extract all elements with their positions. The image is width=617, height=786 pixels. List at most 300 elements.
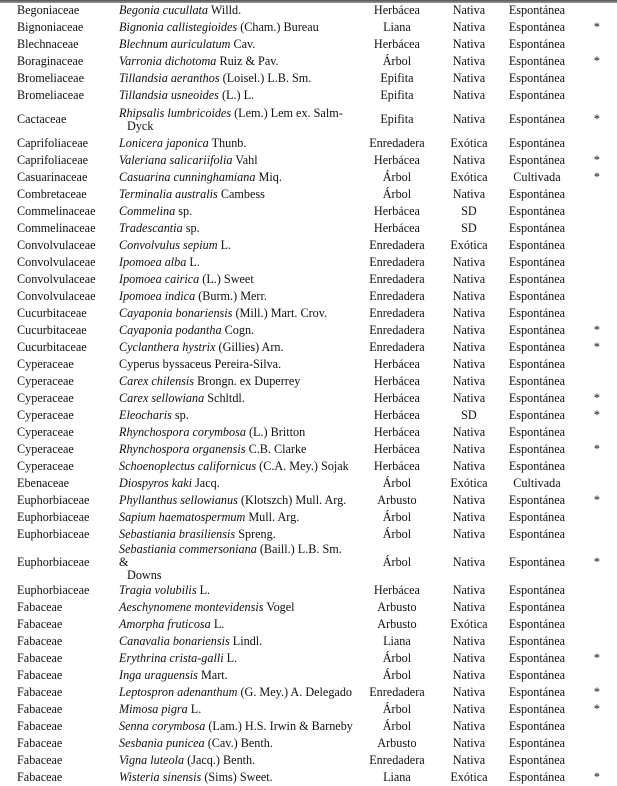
species-author: L. [189,255,200,269]
table-row [0,599,617,616]
family-cell: Caprifoliaceae [17,153,89,167]
table-row [0,441,617,458]
species-cell [119,441,353,458]
species-binomial: Sebastiania commersoniana [119,542,257,556]
habit-cell: Enredadera [369,685,425,699]
origin-cell: Nativa [452,442,486,456]
habit-cell: Enredadera [369,238,425,252]
mark-cell [577,526,617,543]
family-cell: Boraginaceae [17,54,84,68]
family-cell: Fabaceae [17,753,63,767]
species-table [0,2,617,786]
origin-cell: Nativa [452,634,486,648]
table-row [0,667,617,684]
table-row [0,458,617,475]
species-cell [119,407,353,424]
mark-cell [577,237,617,254]
mark-cell: * [593,323,601,337]
habit-cell: Herbácea [373,459,420,473]
status-cell: Espontánea [508,583,566,597]
table-row [0,424,617,441]
family-cell: Convolvulaceae [17,238,96,252]
origin-cell: Nativa [452,702,486,716]
status-cell: Espontánea [508,71,566,85]
mark-cell: * [593,112,601,126]
origin-cell: Exótica [450,238,488,252]
family-cell: Fabaceae [17,617,63,631]
origin-cell: Nativa [452,685,486,699]
mark-cell [577,475,617,492]
species-author: Mart. [200,668,228,682]
species-author-continued: Dyck [127,118,154,133]
family-cell: Convolvulaceae [17,255,96,269]
table-row [0,390,617,407]
species-binomial: Varronia dichotoma [119,54,217,68]
habit-cell: Enredadera [369,753,425,767]
family-cell: Cyperaceae [17,425,74,439]
origin-cell: Nativa [452,272,486,286]
species-author: (C.A. Mey.) Sojak [259,459,349,473]
species-author: (Mill.) Mart. Crov. [235,306,328,320]
species-binomial: Erythrina crista-galli [119,651,224,665]
family-cell: Cyperaceae [17,408,74,422]
origin-cell: Nativa [452,54,486,68]
species-author: L. [190,702,202,716]
mark-cell [577,616,617,633]
species-author: (L.) L. [221,88,255,102]
species-cell [119,135,353,152]
species-binomial: Casuarina cunninghamiana [119,170,256,184]
table-row [0,186,617,203]
table-row [0,650,617,667]
mark-cell [577,373,617,390]
species-cell [119,186,353,203]
species-author: Spreng. [238,527,276,541]
species-cell [119,220,353,237]
habit-cell: Enredadera [369,340,425,354]
habit-cell: Herbácea [373,391,420,405]
species-binomial: Eleocharis [119,408,172,422]
status-cell: Espontánea [508,753,566,767]
species-binomial: Vigna luteola [119,753,185,767]
origin-cell: Nativa [452,391,486,405]
status-cell: Espontánea [508,651,566,665]
species-binomial: Mimosa pigra [119,702,188,716]
species-binomial: Senna corymbosa [119,719,206,733]
family-cell: Caprifoliaceae [17,136,89,150]
species-author-continued: Downs [127,568,162,582]
habit-cell: Árbol [382,555,412,569]
family-cell: Cucurbitaceae [17,340,87,354]
species-cell [119,70,353,87]
species-cell [119,701,353,718]
mark-cell: * [593,153,601,167]
mark-cell [577,186,617,203]
habit-cell: Árbol [382,651,412,665]
species-cell [119,667,353,684]
species-author: Willd. [210,3,242,17]
mark-cell: * [593,391,601,405]
species-cell [119,104,353,135]
table-row [0,104,617,135]
habit-cell: Arbusto [377,600,417,614]
species-binomial: Schoenoplectus californicus [119,459,257,473]
origin-cell: Nativa [452,753,486,767]
origin-cell: Nativa [452,493,486,507]
species-binomial: Convolvulus sepium [119,238,218,252]
species-cell [119,53,353,70]
species-cell [119,373,353,390]
origin-cell: Nativa [452,153,486,167]
table-row [0,684,617,701]
mark-cell [577,135,617,152]
species-binomial: Tillandsia usneoides [119,88,219,102]
table-row [0,322,617,339]
habit-cell: Epifita [380,88,414,102]
species-binomial: Carex sellowiana [119,391,205,405]
species-cell [119,424,353,441]
origin-cell: Exótica [450,136,488,150]
family-cell: Bromeliaceae [17,71,84,85]
species-author: Mull. Arg. [248,510,300,524]
species-binomial: Ipomoea indica [119,289,196,303]
species-cell [119,19,353,36]
species-binomial: Leptospron adenanthum [119,685,238,699]
species-cell [119,492,353,509]
species-binomial: Lonicera japonica [119,136,209,150]
table-row [0,356,617,373]
status-cell: Espontánea [508,289,566,303]
table-row [0,475,617,492]
family-cell: Fabaceae [17,634,63,648]
species-binomial: Valeriana salicariifolia [119,153,233,167]
species-author: Cyperus byssaceus Pereira-Silva. [119,357,282,371]
species-author: (Loisel.) L.B. Sm. [222,71,312,85]
species-cell [119,152,353,169]
habit-cell: Herbácea [373,204,420,218]
species-cell [119,322,353,339]
species-binomial: Begonia cucullata [119,3,209,17]
species-author: (Gillies) Arn. [218,340,284,354]
mark-cell: * [593,555,601,569]
habit-cell: Liana [383,20,411,34]
status-cell: Espontánea [508,272,566,286]
species-author: Cogn. [224,323,255,337]
species-author: Cav. [233,37,256,51]
species-cell [119,752,353,769]
mark-cell [577,254,617,271]
origin-cell: SD [461,408,477,422]
species-binomial: Blechnum auriculatum [119,37,231,51]
table-row [0,2,617,19]
origin-cell: Nativa [452,112,486,126]
habit-cell: Herbácea [373,3,420,17]
table-row [0,509,617,526]
status-cell: Espontánea [508,221,566,235]
mark-cell: * [593,20,601,34]
mark-cell: * [593,685,601,699]
mark-cell [577,633,617,650]
habit-cell: Enredadera [369,136,425,150]
table-row [0,237,617,254]
species-binomial: Wisteria sinensis [119,770,202,784]
status-cell: Espontánea [508,442,566,456]
habit-cell: Arbusto [377,736,417,750]
status-cell: Espontánea [508,617,566,631]
mark-cell [577,36,617,53]
species-cell [119,288,353,305]
status-cell: Espontánea [508,736,566,750]
species-author: L. [220,238,232,252]
table-row [0,169,617,186]
status-cell: Cultivada [513,476,561,490]
origin-cell: Exótica [450,170,488,184]
status-cell: Espontánea [508,204,566,218]
species-cell [119,684,353,701]
species-binomial: Sebastiania brasiliensis [119,527,236,541]
family-cell: Cyperaceae [17,442,74,456]
species-name [119,543,351,582]
origin-cell: Nativa [452,510,486,524]
species-binomial: Rhynchospora corymbosa [119,425,246,439]
species-author: (Lam.) H.S. Irwin & Barneby [208,719,353,733]
status-cell: Espontánea [508,527,566,541]
status-cell: Espontánea [508,323,566,337]
species-author: (L.) Britton [249,425,306,439]
species-binomial: Aeschynomene montevidensis [119,600,264,614]
habit-cell: Enredadera [369,306,425,320]
habit-cell: Árbol [382,170,412,184]
species-cell [119,237,353,254]
mark-cell [577,582,617,599]
habit-cell: Herbácea [373,357,420,371]
table-row [0,36,617,53]
family-cell: Cyperaceae [17,374,74,388]
table-row [0,407,617,424]
species-binomial: Carex chilensis [119,374,195,388]
origin-cell: Nativa [452,555,486,569]
family-cell: Combretaceae [17,187,87,201]
mark-cell [577,599,617,616]
habit-cell: Enredadera [369,272,425,286]
family-cell: Bromeliaceae [17,88,84,102]
status-cell: Espontánea [508,600,566,614]
species-cell [119,735,353,752]
mark-cell: * [593,442,601,456]
species-cell [119,475,353,492]
species-author: L. [213,617,225,631]
origin-cell: Nativa [452,668,486,682]
species-author: Ruiz & Pav. [219,54,279,68]
species-author: (Baill.) L.B. Sm. & [119,542,342,569]
species-author: sp. [178,204,193,218]
origin-cell: Nativa [452,187,486,201]
status-cell: Espontánea [508,340,566,354]
mark-cell: * [593,54,601,68]
species-author: Vahl [235,153,258,167]
species-author: Brongn. ex Duperrey [197,374,301,388]
mark-cell: * [593,340,601,354]
mark-cell: * [593,493,601,507]
status-cell: Espontánea [508,510,566,524]
habit-cell: Árbol [382,510,412,524]
table-row [0,582,617,599]
habit-cell: Árbol [382,54,412,68]
status-cell: Espontánea [508,555,566,569]
origin-cell: Nativa [452,289,486,303]
family-cell: Euphorbiaceae [17,583,90,597]
habit-cell: Herbácea [373,442,420,456]
species-cell [119,271,353,288]
species-author: (G. Mey.) A. Delegado [240,685,353,699]
table-row [0,701,617,718]
status-cell: Espontánea [508,306,566,320]
habit-cell: Liana [383,634,411,648]
mark-cell [577,203,617,220]
species-cell [119,339,353,356]
species-cell [119,2,353,19]
species-binomial: Tragia volubilis [119,583,197,597]
family-cell: Cactaceae [17,112,67,126]
species-cell [119,203,353,220]
origin-cell: Nativa [452,736,486,750]
species-binomial: Canavalia bonariensis [119,634,230,648]
habit-cell: Liana [383,770,411,784]
origin-cell: Nativa [452,71,486,85]
origin-cell: Nativa [452,37,486,51]
table-row [0,769,617,786]
status-cell: Espontánea [508,3,566,17]
mark-cell [577,509,617,526]
status-cell: Espontánea [508,187,566,201]
table-row [0,633,617,650]
origin-cell: Nativa [452,357,486,371]
species-binomial: Sesbania punicea [119,736,205,750]
table-row [0,492,617,509]
status-cell: Espontánea [508,54,566,68]
species-author: C.B. Clarke [248,442,307,456]
mark-cell: * [593,770,601,784]
species-binomial: Rhipsalis lumbricoides [119,105,232,120]
mark-cell [577,305,617,322]
species-author: (Lem.) Lem ex. Salm- [234,105,343,120]
species-author: sp. [185,221,200,235]
species-cell [119,356,353,373]
habit-cell: Herbácea [373,425,420,439]
origin-cell: Exótica [450,476,488,490]
table-row [0,339,617,356]
species-binomial: Sapium haematospermum [119,510,246,524]
mark-cell [577,70,617,87]
table-row [0,373,617,390]
species-author: L. [199,583,211,597]
table-row [0,254,617,271]
mark-cell [577,271,617,288]
status-cell: Espontánea [508,391,566,405]
species-cell [119,718,353,735]
species-author: Jacq. [195,476,220,490]
family-cell: Convolvulaceae [17,272,96,286]
origin-cell: SD [461,221,477,235]
table-row [0,271,617,288]
species-author: Vogel [266,600,295,614]
species-binomial: Rhynchospora organensis [119,442,246,456]
status-cell: Espontánea [508,20,566,34]
status-cell: Espontánea [508,357,566,371]
origin-cell: Nativa [452,374,486,388]
mark-cell [577,424,617,441]
species-author: Thunb. [211,136,247,150]
origin-cell: SD [461,204,477,218]
family-cell: Cyperaceae [17,391,74,405]
habit-cell: Árbol [382,527,412,541]
table-row [0,543,617,582]
status-cell: Espontánea [508,88,566,102]
habit-cell: Árbol [382,476,412,490]
habit-cell: Enredadera [369,289,425,303]
habit-cell: Herbácea [373,583,420,597]
family-cell: Fabaceae [17,736,63,750]
species-author: (Sims) Sweet. [204,770,273,784]
origin-cell: Nativa [452,527,486,541]
origin-cell: Nativa [452,425,486,439]
status-cell: Espontánea [508,255,566,269]
origin-cell: Exótica [450,770,488,784]
origin-cell: Nativa [452,719,486,733]
status-cell: Espontánea [508,719,566,733]
family-cell: Euphorbiaceae [17,527,90,541]
status-cell: Espontánea [508,459,566,473]
family-cell: Commelinaceae [17,221,96,235]
species-cell [119,543,353,582]
species-binomial: Commelina [119,204,176,218]
species-cell [119,87,353,104]
status-cell: Espontánea [508,770,566,784]
habit-cell: Arbusto [377,617,417,631]
species-table-body [0,2,617,786]
species-name [119,107,351,133]
table-row [0,752,617,769]
mark-cell [577,2,617,19]
status-cell: Cultivada [513,170,561,184]
species-cell [119,458,353,475]
origin-cell: Exótica [450,617,488,631]
species-binomial: Terminalia australis [119,187,218,201]
family-cell: Cyperaceae [17,357,74,371]
family-cell: Convolvulaceae [17,289,96,303]
mark-cell [577,667,617,684]
status-cell: Espontánea [508,702,566,716]
species-binomial: Amorpha fruticosa [119,617,211,631]
species-binomial: Tradescantia [119,221,183,235]
family-cell: Begoniaceae [17,3,80,17]
origin-cell: Nativa [452,323,486,337]
habit-cell: Árbol [382,719,412,733]
origin-cell: Nativa [452,88,486,102]
species-binomial: Inga uraguensis [119,668,198,682]
origin-cell: Nativa [452,255,486,269]
mark-cell: * [593,408,601,422]
species-author: (Cham.) Bureau [240,20,319,34]
species-cell [119,526,353,543]
species-author: sp. [174,408,189,422]
mark-cell [577,735,617,752]
status-cell: Espontánea [508,634,566,648]
family-cell: Blechnaceae [17,37,79,51]
habit-cell: Árbol [382,187,412,201]
status-cell: Espontánea [508,668,566,682]
habit-cell: Arbusto [377,493,417,507]
